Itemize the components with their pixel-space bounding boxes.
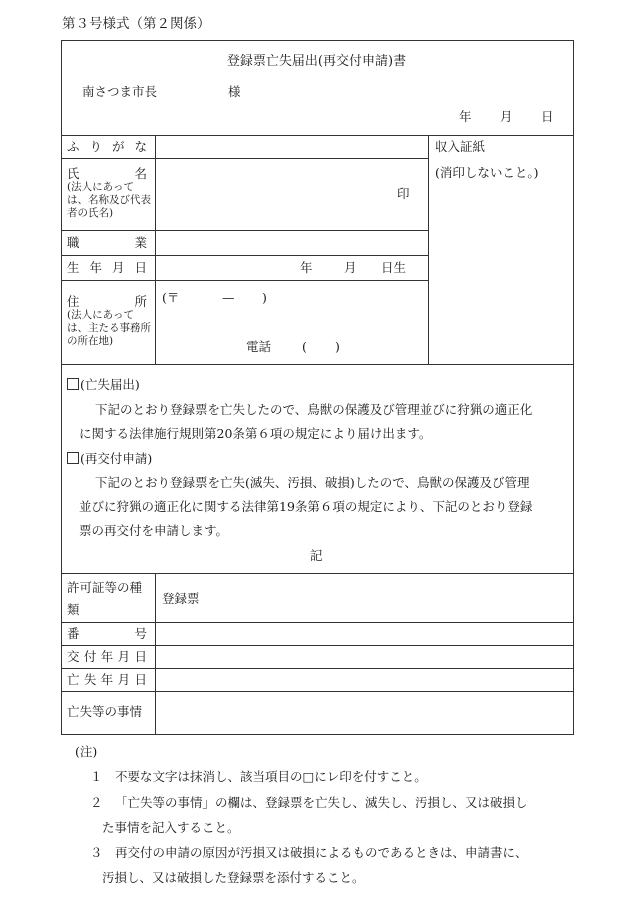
date-day-label: 日 — [541, 109, 554, 124]
note-2-text-line2: た事情を記入すること。 — [102, 820, 240, 835]
reissue-heading — [67, 452, 152, 466]
address-field[interactable] — [157, 282, 426, 363]
form-title: 登録票亡失届出(再交付申請)書 — [226, 54, 407, 69]
note-1-number: １ — [90, 769, 103, 784]
reissue-checkbox[interactable] — [67, 452, 79, 464]
reissue-text-line3: 票の再交付を申請します。 — [79, 523, 229, 538]
notes-heading: (注) — [75, 744, 98, 759]
phone-label: 電話 — [246, 339, 272, 354]
seal-mark: 印 — [397, 186, 410, 201]
permit-type-line — [61, 622, 574, 623]
permit-type-label-line1: 許可証等の種 — [67, 580, 143, 595]
loss-date-field[interactable] — [157, 670, 570, 690]
loss-circumstances-label: 亡失等の事情 — [67, 704, 143, 719]
furigana-label: ふ り が な — [67, 139, 147, 154]
issue-date-field[interactable] — [157, 647, 570, 667]
number-line — [61, 645, 574, 646]
form-number: 第３号様式（第２関係） — [62, 16, 211, 32]
postal-dash: — — [222, 290, 235, 305]
occupation-line — [61, 255, 428, 256]
issue-date-line — [61, 668, 574, 669]
name-field[interactable] — [157, 160, 426, 229]
note-2-number: ２ — [90, 795, 103, 810]
furigana-line — [61, 158, 428, 159]
permit-type-value: 登録票 — [162, 591, 200, 606]
note-2-text-line1: 「亡失等の事情」の欄は、登録票を亡失し、滅失し、汚損し、又は破損し — [115, 795, 528, 810]
stamp-divider — [428, 135, 429, 364]
addressee-honorific: 様 — [228, 84, 241, 99]
number-field[interactable] — [157, 624, 570, 644]
loss-date-line — [61, 691, 574, 692]
number-label: 番 号 — [67, 626, 147, 641]
birthdate-year-label: 年 — [300, 260, 313, 275]
phone-paren-open: ( — [302, 339, 307, 354]
permit-type-label-line2: 類 — [67, 602, 80, 617]
loss-notice-checkbox[interactable] — [67, 378, 79, 390]
applicant-top-line — [61, 135, 574, 136]
address-note: (法人にあっては、主たる事務所の所在地) — [67, 309, 151, 347]
reissue-text-line1: 下記のとおり登録票を亡失(滅失、汚損、破損)したので、鳥獣の保護及び管理 — [95, 475, 530, 490]
occupation-field[interactable] — [157, 232, 426, 254]
name-note: (法人にあっては、名称及び代表者の氏名) — [67, 181, 151, 219]
loss-notice-heading-text: (亡失届出) — [80, 377, 140, 392]
applicant-label-divider — [155, 135, 156, 364]
note-3-text-line1: 再交付の申請の原因が汚損又は破損によるものであるときは、申請書に、 — [115, 845, 528, 860]
address-label: 住 所 — [67, 294, 147, 309]
furigana-field[interactable] — [157, 137, 426, 157]
loss-date-label: 亡 失 年 月 日 — [67, 672, 147, 687]
applicant-bottom-line — [61, 364, 574, 365]
ki-marker: 記 — [310, 548, 323, 563]
postal-open: (〒 — [162, 290, 180, 305]
birthdate-month-label: 月 — [344, 260, 357, 275]
stamp-label: 収入証紙 — [435, 139, 486, 154]
date-month-label: 月 — [500, 109, 513, 124]
details-label-divider — [155, 573, 156, 734]
stamp-note: (消印しないこと。) — [435, 165, 539, 180]
occupation-label: 職 業 — [67, 235, 147, 250]
loss-notice-text-line2: に関する法律施行規則第20条第６項の規定により届け出ます。 — [79, 426, 432, 441]
issue-date-label: 交 付 年 月 日 — [67, 649, 147, 664]
note-3-text-line2: 汚損し、又は破損した登録票を添付すること。 — [102, 870, 365, 885]
loss-notice-heading — [67, 378, 140, 392]
postal-close: ) — [262, 290, 267, 305]
birthdate-line — [61, 280, 428, 281]
note-1-text: 不要な文字は抹消し、該当項目の□にレ印を付すこと。 — [115, 769, 427, 784]
loss-notice-text-line1: 下記のとおり登録票を亡失したので、鳥獣の保護及び管理並びに狩猟の適正化 — [95, 402, 533, 417]
birthdate-label: 生 年 月 日 — [67, 260, 147, 275]
loss-circumstances-field[interactable] — [157, 693, 570, 732]
phone-paren-close: ) — [335, 339, 340, 354]
reissue-text-line2: 並びに狩猟の適正化に関する法律第19条第６項の規定により、下記のとおり登録 — [79, 499, 533, 514]
details-top-line — [61, 573, 574, 574]
note-3-number: ３ — [90, 845, 103, 860]
addressee-name: 南さつま市長 — [82, 84, 158, 99]
name-label: 氏 名 — [67, 166, 147, 181]
name-line — [61, 230, 428, 231]
date-year-label: 年 — [459, 109, 472, 124]
reissue-heading-text: (再交付申請) — [80, 451, 153, 466]
birthdate-suffix: 日生 — [381, 260, 407, 275]
